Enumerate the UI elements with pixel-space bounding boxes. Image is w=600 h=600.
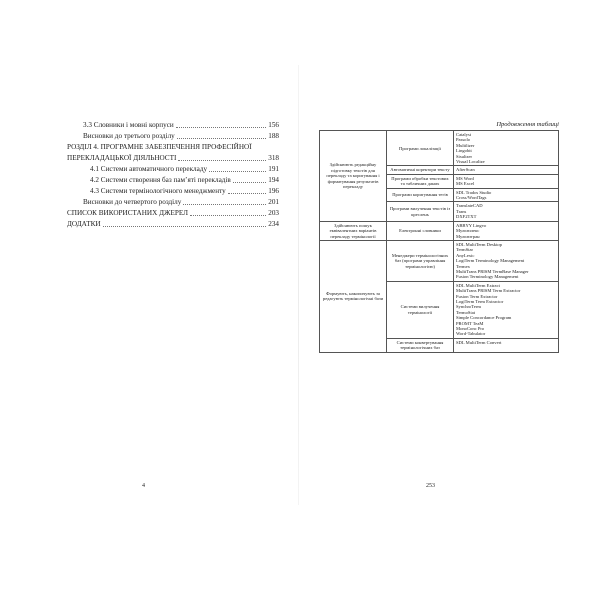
toc-entry-title: 4.3 Системи термінологічного менеджменту bbox=[90, 187, 226, 195]
toc-leader-dots bbox=[183, 204, 266, 205]
software-list-cell bbox=[454, 338, 559, 352]
software-item: SDL MultiTerm Convert bbox=[456, 339, 502, 345]
software-list-cell bbox=[454, 240, 559, 281]
left-page bbox=[37, 62, 283, 509]
software-item: PROMT TeaM bbox=[456, 320, 484, 326]
function-group-cell: Здійснюють редакційну підготовку текстів для перекладу та коригування і форматування результатів перекладу bbox=[320, 131, 387, 222]
toc-entry-page: 196 bbox=[268, 187, 279, 195]
software-item: Мультитран bbox=[456, 233, 480, 239]
software-list-cell bbox=[454, 166, 559, 174]
software-item: Passolo bbox=[456, 137, 471, 143]
toc-leader-dots bbox=[177, 138, 266, 139]
software-item: Termex bbox=[456, 263, 470, 269]
toc-entry-page: 191 bbox=[268, 165, 279, 173]
software-item: TranslateCAD bbox=[456, 203, 483, 209]
software-category-cell: Системи конвертування термінологічних баз bbox=[387, 338, 454, 352]
software-item: TermoStat bbox=[456, 309, 476, 315]
right-page-number: 253 bbox=[426, 483, 435, 489]
software-item: Visual Localize bbox=[456, 159, 485, 165]
software-item: Cross/WordTags bbox=[456, 195, 487, 201]
toc-entry bbox=[47, 141, 279, 152]
toc-leader-dots bbox=[103, 226, 267, 227]
table-row bbox=[320, 131, 559, 166]
toc-leader-dots bbox=[178, 160, 266, 161]
toc-entry-page: 234 bbox=[268, 220, 279, 228]
software-item: SynchroTerm bbox=[456, 304, 481, 310]
toc-entry-title: Висновки до четвертого розділу bbox=[83, 198, 182, 206]
software-category-cell: Програми обробки текстових та табличних даних bbox=[387, 174, 454, 188]
software-list-cell bbox=[454, 281, 559, 338]
software-category-cell: Автоматичні коректори тексту bbox=[387, 166, 454, 174]
toc-entry-title: 4.2 Системи створення баз пам’яті перекладів bbox=[90, 176, 231, 184]
toc-entry-title: Висновки до третього розділу bbox=[83, 132, 175, 140]
software-category-cell: Програми вилучення текстів із креслень bbox=[387, 202, 454, 221]
toc-entry bbox=[47, 163, 279, 174]
toc-entry bbox=[47, 185, 279, 196]
software-item: MS Word bbox=[456, 175, 474, 181]
toc-leader-dots bbox=[190, 215, 266, 216]
toc-entry bbox=[47, 152, 279, 163]
function-group-cell: Здійснюють пошук еквівалентних варіантів перекладу термінології bbox=[320, 221, 387, 240]
toc-leader-dots bbox=[209, 171, 266, 172]
software-item: LogiTerm Terminology Management bbox=[456, 258, 525, 264]
software-list-cell bbox=[454, 221, 559, 240]
toc-entry bbox=[47, 218, 279, 229]
software-item: TermStar bbox=[456, 247, 474, 253]
software-list-cell bbox=[454, 188, 559, 202]
toc-leader-dots bbox=[233, 182, 266, 183]
software-category-cell: Системи вилучення термінології bbox=[387, 281, 454, 338]
toc-entry bbox=[47, 130, 279, 141]
software-item: Мультилекс bbox=[456, 228, 480, 234]
software-item: SDL MultiTerm Extract bbox=[456, 282, 500, 288]
software-item: MonoConc Pro bbox=[456, 326, 485, 331]
toc-entry-page: 203 bbox=[268, 209, 279, 217]
table-caption: Продовження таблиці bbox=[496, 121, 559, 128]
software-item: MultiTrans PRISM Term Extractor bbox=[456, 288, 521, 294]
software-item: Catalyst bbox=[456, 132, 472, 137]
software-item: LogiTerm Term Extractor bbox=[456, 298, 504, 304]
software-item: Word-Tabulator bbox=[456, 331, 486, 337]
toc-entry-title: 4.1 Системи автоматичного перекладу bbox=[90, 165, 208, 173]
toc-entry-title: ПЕРЕКЛАДАЦЬКОЇ ДІЯЛЬНОСТІ bbox=[67, 154, 177, 162]
software-item: Simple Concordance Program bbox=[456, 315, 512, 321]
software-item: AnyLexic bbox=[456, 252, 475, 258]
software-list-cell bbox=[454, 174, 559, 188]
toc-entry bbox=[47, 196, 279, 207]
left-page-number: 4 bbox=[142, 483, 145, 489]
software-list-cell bbox=[454, 131, 559, 166]
toc-entry-title: СПИСОК ВИКОРИСТАНИХ ДЖЕРЕЛ bbox=[67, 209, 189, 217]
software-table bbox=[319, 130, 559, 353]
software-item: ABBYY Lingvo bbox=[456, 222, 487, 228]
toc-entry-page: 318 bbox=[268, 154, 279, 162]
software-item: Lingobit bbox=[456, 148, 472, 154]
toc-entry-page: 188 bbox=[268, 132, 279, 140]
toc-entry-page: 156 bbox=[268, 121, 279, 129]
toc-entry-page: 194 bbox=[268, 176, 279, 184]
software-category-cell: Електронні словники bbox=[387, 221, 454, 240]
software-category-cell: Програми коригування тегів bbox=[387, 188, 454, 202]
software-item: AfterScan bbox=[456, 167, 475, 173]
software-list-cell bbox=[454, 202, 559, 221]
function-group-cell: Формують, накопичують за редагують термінологічні бази bbox=[320, 240, 387, 352]
software-item: SDL Trados Studio bbox=[456, 189, 492, 195]
software-item: DXF2TXT bbox=[456, 214, 477, 220]
toc-entry bbox=[47, 207, 279, 218]
book-spine bbox=[298, 65, 299, 505]
software-item: MultiTrans PRISM TermBase Manager bbox=[456, 268, 529, 274]
right-page bbox=[315, 62, 561, 509]
table-of-contents bbox=[47, 119, 279, 229]
software-category-cell: Менеджери термінологічних баз (програми управління термінологією) bbox=[387, 240, 454, 281]
table-row bbox=[320, 240, 559, 281]
software-item: Fusion Terminology Management bbox=[456, 274, 519, 280]
software-item: Fusion Term Extractor bbox=[456, 293, 498, 299]
software-item: Sisulizer bbox=[456, 153, 473, 159]
toc-entry bbox=[47, 174, 279, 185]
software-item: Trans bbox=[456, 208, 467, 214]
software-item: SDL MultiTerm Desktop bbox=[456, 241, 502, 247]
toc-entry bbox=[47, 119, 279, 130]
table-row bbox=[320, 221, 559, 240]
software-item: MS Excel bbox=[456, 181, 475, 187]
toc-entry-title: ДОДАТКИ bbox=[67, 220, 101, 228]
software-category-cell: Програми локалізації bbox=[387, 131, 454, 166]
toc-leader-dots bbox=[176, 127, 266, 128]
toc-entry-page: 201 bbox=[268, 198, 279, 206]
toc-entry-title: РОЗДІЛ 4. ПРОГРАМНЕ ЗАБЕЗПЕЧЕННЯ ПРОФЕСІЙНОЇ bbox=[67, 143, 252, 151]
toc-entry-title: 3.3 Словники і мовні корпуси bbox=[83, 121, 174, 129]
toc-leader-dots bbox=[228, 193, 267, 194]
software-item: Multilizer bbox=[456, 142, 475, 148]
